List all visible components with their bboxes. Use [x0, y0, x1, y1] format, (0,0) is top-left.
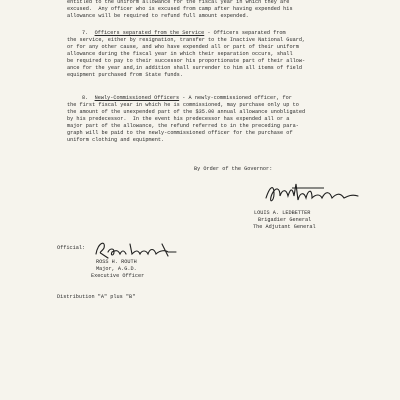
order-line: By Order of the Governor: — [194, 166, 273, 172]
para8-line-7: uniform clothing and equipment. — [67, 137, 165, 143]
para7-line-5: be required to pay to their successor his proportionate part of their allow- — [67, 58, 306, 64]
signatory-name: LOUIS A. LEDBETTER — [254, 210, 311, 216]
top-line-3: allowance will be required to refund full amount expended. — [67, 13, 249, 19]
para8-number: 8. — [82, 95, 89, 101]
para7-line-1: - Officers separated from — [204, 30, 286, 36]
para7-number: 7. — [82, 30, 89, 36]
distribution-line: Distribution "A" plus "B" — [57, 294, 136, 300]
para7-line-3: or for any other cause, and who have expended all or part of their uniform — [67, 44, 299, 50]
para7-line-4: allowance during the fiscal year in which their separation occurs, shall — [67, 51, 293, 57]
signatory-rank: Brigadier General — [258, 217, 312, 223]
para8-line-6: graph will be paid to the newly-commissioned officer for the purchase of — [67, 130, 293, 136]
para8-line-3: the amount of the unexpended part of the $35.00 annual allowance unobligated — [67, 109, 306, 115]
para8-line-2: the first fiscal year in which he is commissioned, may purchase only up to — [67, 102, 299, 108]
official-name: ROSS H. ROUTH — [96, 259, 137, 265]
official-label: Official: — [57, 245, 86, 251]
para7-title: Officers separated from the Service — [94, 30, 205, 36]
official-title: Executive Officer — [91, 273, 145, 279]
para7-first-line — [82, 30, 286, 37]
top-line-1: entitled to the uniform allowance for the fiscal year in which they are — [67, 0, 290, 5]
official-rank: Major, A.G.D. — [96, 266, 137, 272]
para8-first-line — [82, 95, 292, 102]
para7-line-2: the service, either by resignation, transfer to the Inactive National Guard, — [67, 37, 306, 43]
routh-signature — [92, 238, 182, 260]
ledbetter-signature — [262, 180, 362, 208]
para8-line-1: - A newly-commissioned officer, for — [179, 95, 292, 101]
para8-line-5: major part of the allowance, the refund referred to in the preceding para- — [67, 123, 299, 129]
para7-line-7: equipment purchased from State funds. — [67, 72, 183, 78]
para8-title: Newly-Commissioned Officers — [94, 95, 180, 101]
top-line-2: excused. Any officer who is excused from camp after having expended his — [67, 6, 293, 12]
para7-line-6: ance for the year and,in addition shall surrender to him all items of field — [67, 65, 302, 71]
para8-line-4: by his predecessor. In the event his predecessor has expended all or a — [67, 116, 290, 122]
signatory-title: The Adjutant General — [253, 224, 316, 230]
